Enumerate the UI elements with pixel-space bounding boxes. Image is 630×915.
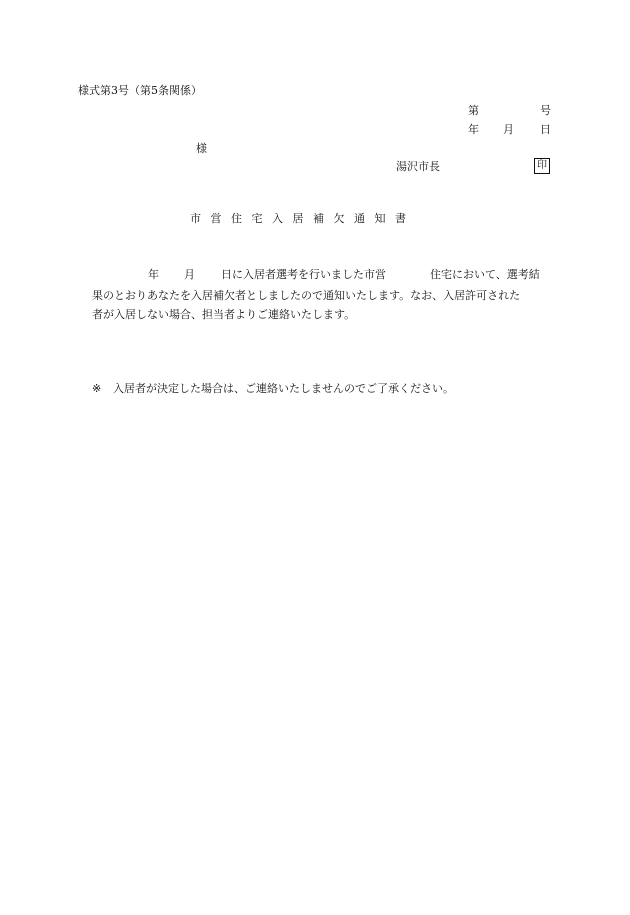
body-month-label: 月	[184, 268, 195, 281]
sender-name: 湯沢市長	[396, 160, 440, 173]
body-year-label: 年	[148, 268, 159, 281]
note-text: 入居者が決定した場合は、ご連絡いたしませんのでご了承ください。	[113, 382, 454, 395]
addressee-honorific: 様	[196, 142, 207, 155]
date-year-label: 年	[468, 123, 479, 136]
document-number-prefix: 第	[468, 104, 479, 117]
document-number-suffix: 号	[540, 104, 551, 117]
date-month-label: 月	[503, 123, 514, 136]
body-line3: 者が入居しない場合、担当者よりご連絡いたします。	[92, 308, 356, 321]
note-asterisk-mark: ※	[92, 382, 102, 395]
body-line2: 果のとおりあなたを入居補欠者としましたので通知いたします。なお、入居許可された	[92, 289, 521, 302]
date-day-label: 日	[540, 123, 551, 136]
body-line1-text-a: 日に入居者選考を行いました市営	[221, 268, 386, 281]
body-line1-text-b: 住宅において、選考結	[430, 268, 540, 281]
document-title: 市営住宅入居補欠通知書	[190, 212, 416, 225]
seal-mark: 印	[534, 158, 550, 174]
form-number: 様式第3号（第5条関係）	[78, 84, 202, 97]
